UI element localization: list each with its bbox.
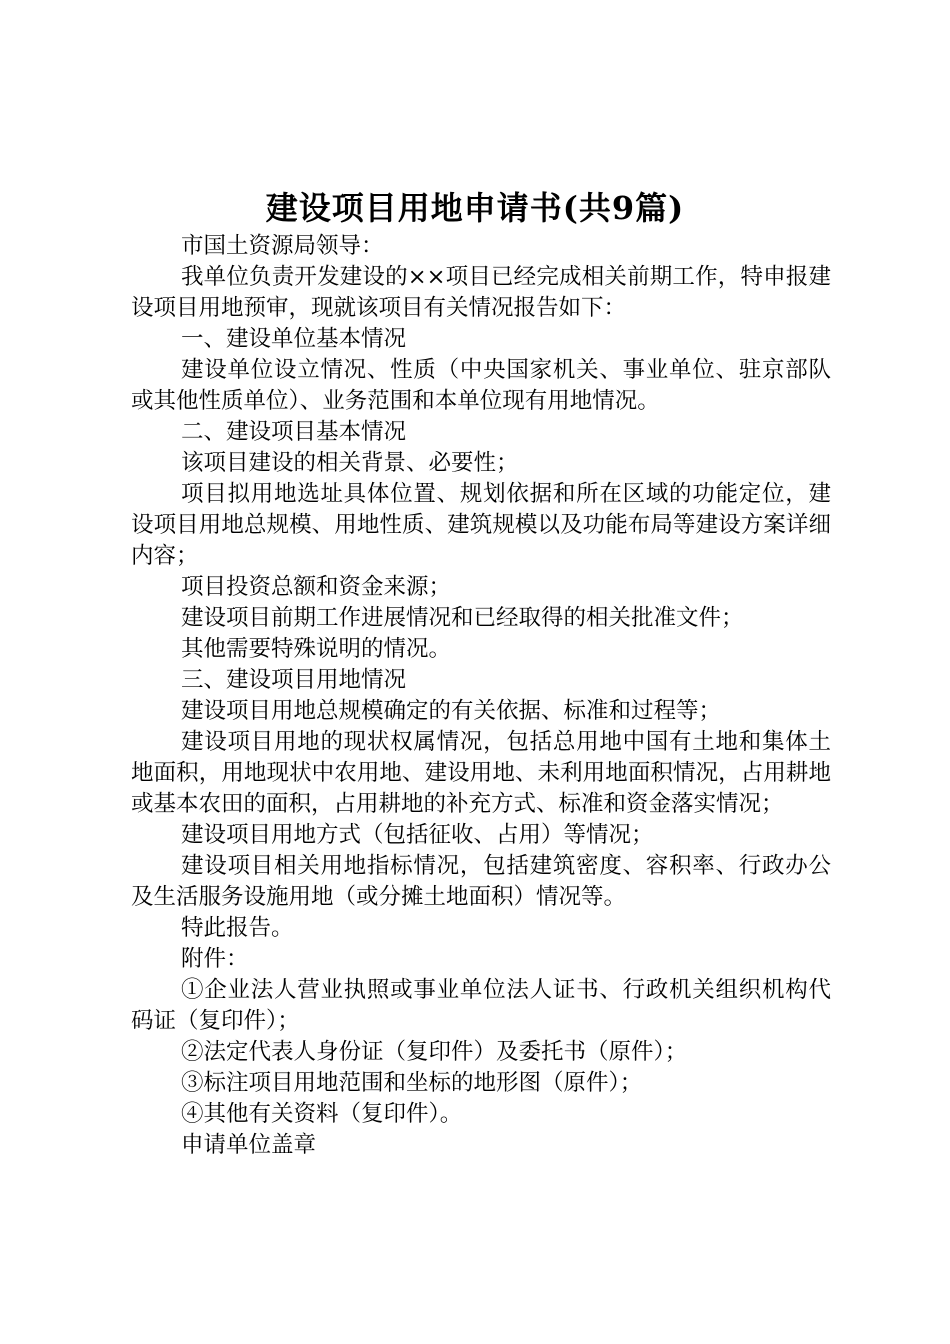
paragraph: 建设项目前期工作进展情况和已经取得的相关批准文件；: [181, 605, 744, 631]
document-title: 建设项目用地申请书(共9篇): [265, 189, 685, 227]
paragraph: 建设项目用地的现状权属情况，包括总用地中国有土地和集体土地面积，用地现状中农用地、建设用地、未利用地面积情况，占用耕地或基本农田的面积，占用耕地的补充方式、标准和资金落实情况；: [131, 729, 831, 817]
paragraph: 该项目建设的相关背景、必要性；: [181, 450, 519, 476]
paragraph: 建设项目用地方式（包括征收、占用）等情况；: [181, 822, 654, 848]
section-heading: 二、建设项目基本情况: [181, 419, 407, 445]
paragraph: 项目投资总额和资金来源；: [181, 574, 452, 600]
closing: 特此报告。: [181, 915, 294, 941]
paragraph: 其他需要特殊说明的情况。: [181, 636, 452, 662]
intro-paragraph: 我单位负责开发建设的××项目已经完成相关前期工作，特申报建设项目用地预审，现就该项目有关情况报告如下：: [131, 264, 831, 321]
attachment-item: ①企业法人营业执照或事业单位法人证书、行政机关组织机构代码证（复印件）；: [131, 977, 831, 1034]
document-body: [131, 231, 831, 1161]
paragraph: 建设项目相关用地指标情况，包括建筑密度、容积率、行政办公及生活服务设施用地（或分摊土地面积）情况等。: [131, 853, 831, 910]
attachment-item: ②法定代表人身份证（复印件）及委托书（原件）；: [181, 1039, 688, 1065]
section-heading: 一、建设单位基本情况: [181, 326, 407, 352]
attachments-heading: 附件：: [181, 946, 249, 972]
section-heading: 三、建设项目用地情况: [181, 667, 407, 693]
paragraph: 建设单位设立情况、性质（中央国家机关、事业单位、驻京部队或其他性质单位）、业务范围和本单位现有用地情况。: [131, 357, 831, 414]
paragraph: 项目拟用地选址具体位置、规划依据和所在区域的功能定位，建设项目用地总规模、用地性质、建筑规模以及功能布局等建设方案详细内容；: [131, 481, 831, 569]
attachment-item: ④其他有关资料（复印件）。: [181, 1101, 463, 1127]
attachment-item: ③标注项目用地范围和坐标的地形图（原件）；: [181, 1070, 643, 1096]
salutation: 市国土资源局领导：: [181, 233, 384, 259]
signature-line: 申请单位盖章: [181, 1132, 317, 1158]
paragraph: 建设项目用地总规模确定的有关依据、标准和过程等；: [181, 698, 722, 724]
